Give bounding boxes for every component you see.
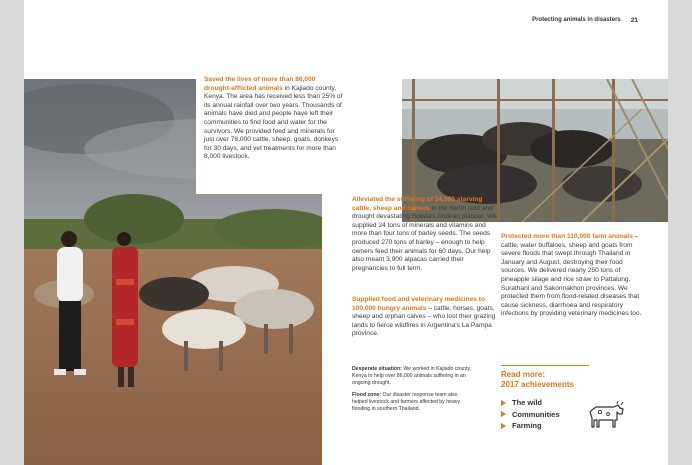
triangle-bullet-icon: [501, 411, 506, 417]
triangle-bullet-icon: [501, 400, 506, 406]
thailand-body: – cattle, water buffaloes, sheep and goats from severe floods that swept through Thailand in January and August, destroying their food sources. We delivered nearly 250 tons of pineapple silage and rice straw to Pattalung, Surathani and Sakonnakhon provinces. We protected them from flood-related diseases that cause sickness, diarrhoea and respiratory infections by providing veterinary medicines too.: [501, 233, 642, 318]
photo-captions: [352, 366, 472, 419]
cow-icon: [586, 400, 626, 430]
read-more-divider: [501, 365, 589, 366]
page: [24, 0, 668, 465]
caption-kenya: Desperate situation: We worked in Kajiado county, Kenya to help over 86,000 animals suffering in an ongoing drought.: [352, 366, 472, 386]
argentina-highlight: Supplied food and veterinary medicines to 100,000 hungry animals: [352, 296, 485, 312]
bolivia-paragraph: [352, 196, 497, 273]
read-more-link-communities[interactable]: Communities: [501, 409, 560, 421]
page-header: [532, 17, 638, 24]
argentina-body: – cattle, horses, goats, sheep and orphan calves – who lost their grazing lands to fierce wildfires in Argentina's La Pampa province.: [352, 304, 496, 338]
kenya-paragraph: [204, 76, 344, 162]
read-more-title: Read more: 2017 achievements: [501, 370, 574, 389]
read-more-link-wild[interactable]: The wild: [501, 397, 560, 409]
argentina-paragraph: [352, 296, 497, 339]
section-title: Protecting animals in disasters: [532, 17, 621, 23]
bolivia-body: in the harsh cold and drought devastating Bolivia's Andean plateau. We supplied 24 tons of minerals and vitamins and more than four tons of barley seeds. The seeds produced 270 tons of barley – enough to help owners feed their animals for 60 days. Our help also meant 3,900 alpacas carried their pregnancies to full term.: [352, 204, 497, 272]
thailand-highlight: Protected more than 110,000 farm animals: [501, 233, 633, 240]
bolivia-highlight: Alleviated the suffering of 34,000 starving cattle, sheep and camels: [352, 196, 483, 212]
thailand-paragraph: [501, 233, 646, 319]
triangle-bullet-icon: [501, 423, 506, 429]
read-more-link-farming[interactable]: Farming: [501, 420, 560, 432]
kenya-body: in Kajiado county, Kenya. The area has received less than 25% of its annual rainfall over two years. Thousands of animals have died and people have left their communities to find food and water for the survivors. We provided feed and minerals for just over 78,000 cattle, sheep, goats, donkeys for 30 days, and vet treatments for more than 8,000 livestock.: [204, 84, 343, 161]
read-more-links: [501, 397, 560, 432]
caption-thailand: Flood zone: Our disaster response team also helped livestock and farmers affected by heavy flooding in southern Thailand.: [352, 392, 461, 412]
kenya-highlight: Saved the lives of more than 86,000 drought-afflicted animals: [204, 76, 316, 92]
page-number: 21: [630, 17, 638, 24]
